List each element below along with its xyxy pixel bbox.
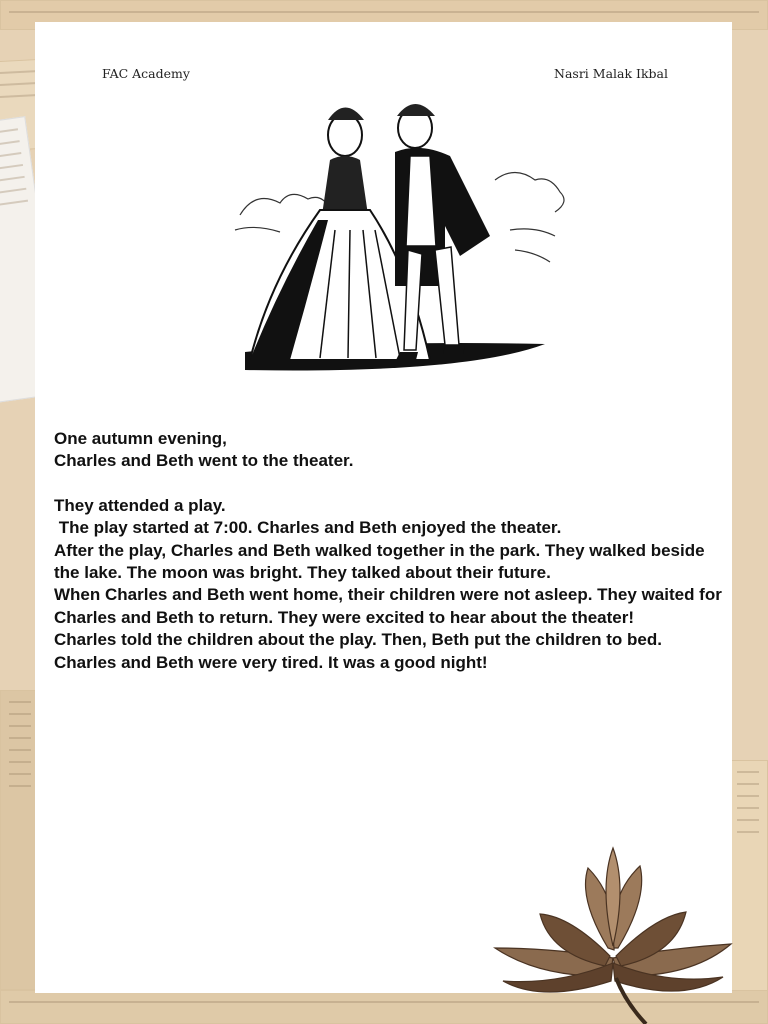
story-paragraph-body: They attended a play. The play started at 7:00. Charles and Beth enjoyed the theater. After the play, Charles and Beth walked together in the park. They walked beside the lake. The moon was bright. They talked about their future. When Charles and Beth went home, their children were not asleep. They waited for Charles and Beth to return. They were excited to hear about the theater! Charles told the children about the play. Then, Beth put the children to bed. Charles and Beth were very tired. It was a good night! <box>54 495 722 672</box>
author-name: Nasri Malak Ikbal <box>554 66 668 81</box>
story-paragraph-intro: One autumn evening, Charles and Beth went to the theater. <box>54 429 354 471</box>
couple-illustration <box>200 90 580 385</box>
story-text <box>54 428 724 674</box>
school-name: FAC Academy <box>102 66 190 81</box>
paper-scrap-left-bottom <box>0 690 40 990</box>
dried-lotus-flower-image <box>488 838 738 1024</box>
page-header <box>35 66 732 86</box>
